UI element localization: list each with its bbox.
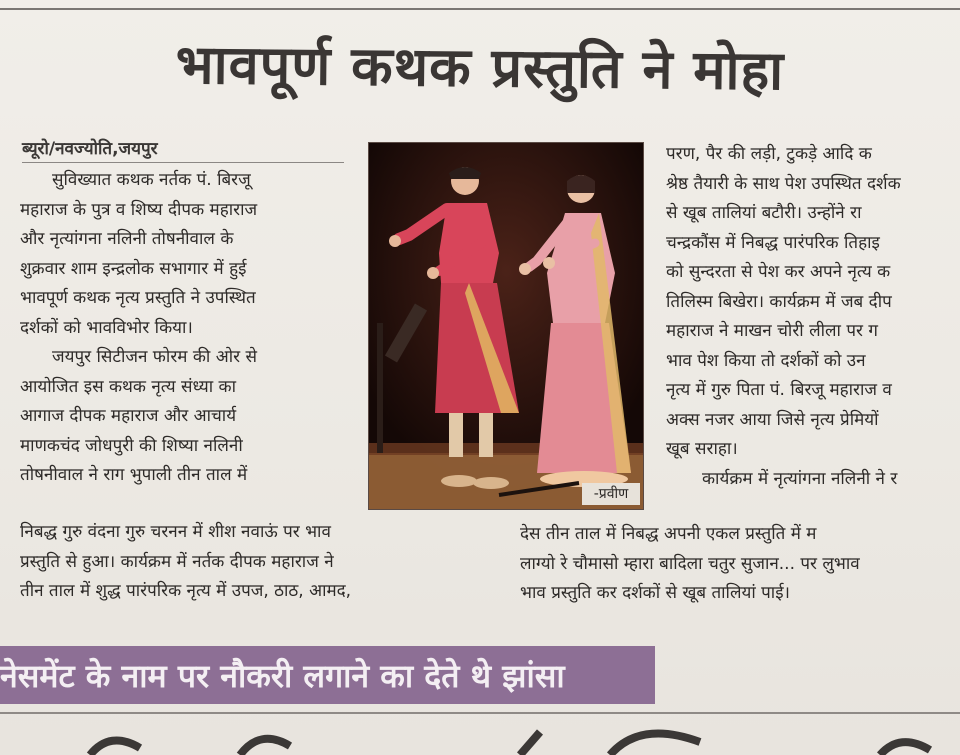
text-line: और नृत्यांगना नलिनी तोषनीवाल के xyxy=(20,229,234,249)
text-line: नृत्य में गुरु पिता पं. बिरजू महाराज व xyxy=(666,380,892,400)
cutoff-next-headline xyxy=(0,720,960,755)
text-line: को सुन्दरता से पेश कर अपने नृत्य क xyxy=(666,262,891,282)
text-line: श्रेष्ठ तैयारी के साथ पेश उपस्थित दर्शक xyxy=(666,173,901,194)
next-article-banner xyxy=(0,646,655,704)
text-line: आयोजित इस कथक नृत्य संध्या का xyxy=(20,376,237,397)
article-bottom-right xyxy=(520,520,960,609)
text-line: भाव पेश किया तो दर्शकों को उन xyxy=(666,350,866,371)
text-line: तिलिस्म बिखेरा। कार्यक्रम में जब दीप xyxy=(666,291,892,312)
photo-credit: -प्रवीण xyxy=(582,483,640,505)
text-line: भाव प्रस्तुति कर दर्शकों से खूब तालियां पाई। xyxy=(520,583,790,603)
text-line: दर्शकों को भावविभोर किया। xyxy=(20,317,193,338)
bottom-rule xyxy=(0,712,960,714)
text-line: आगाज दीपक महाराज और आचार्य xyxy=(20,406,237,426)
text-line: से खूब तालियां बटौरी। उन्होंने रा xyxy=(666,203,862,223)
text-line: शुक्रवार शाम इन्द्रलोक सभागार में हुई xyxy=(20,258,247,279)
cut-off-lettering xyxy=(0,720,960,755)
byline: ब्यूरो/नवज्योति,जयपुर xyxy=(22,139,158,159)
text-line: तीन ताल में शुद्ध पारंपरिक नृत्य में उपज, ठाठ, आमद, xyxy=(20,581,352,601)
text-line: महाराज के पुत्र व शिष्य दीपक महाराज xyxy=(20,199,258,220)
dancers-illustration xyxy=(369,143,643,509)
text-line: तोषनीवाल ने राग भुपाली तीन ताल में xyxy=(20,465,248,485)
text-line: देस तीन ताल में निबद्ध अपनी एकल प्रस्तुति में म xyxy=(520,524,817,544)
byline-rule xyxy=(22,162,344,163)
text-line: परण, पैर की लड़ी, टुकड़े आदि क xyxy=(666,144,872,164)
article-column-3 xyxy=(666,140,960,494)
text-line: भावपूर्ण कथक नृत्य प्रस्तुति ने उपस्थित xyxy=(20,288,256,308)
text-line: महाराज ने माखन चोरी लीला पर ग xyxy=(666,321,878,341)
text-line: कार्यक्रम में नृत्यांगना नलिनी ने र xyxy=(702,468,898,489)
text-line: जयपुर सिटीजन फोरम की ओर से xyxy=(52,347,257,367)
headline: भावपूर्ण कथक प्रस्तुति ने मोहा xyxy=(175,32,785,103)
text-line: लाग्यो रे चौमासो म्हारा बादिला चतुर सुजान... पर लुभाव xyxy=(520,553,860,574)
article-bottom-left xyxy=(20,518,490,607)
article-column-1 xyxy=(20,166,350,491)
text-line: सुविख्यात कथक नर्तक पं. बिरजू xyxy=(52,170,251,190)
text-line: अक्स नजर आया जिसे नृत्य प्रेमियों xyxy=(666,409,879,430)
dance-photo xyxy=(368,142,644,510)
top-rule xyxy=(0,8,960,10)
text-line: खूब सराहा। xyxy=(666,439,738,459)
text-line: माणकचंद जोधपुरी की शिष्या नलिनी xyxy=(20,435,243,456)
banner-headline: नेसमेंट के नाम पर नौकरी लगाने का देते थे झांसा xyxy=(0,657,565,695)
text-line: प्रस्तुति से हुआ। कार्यक्रम में नर्तक दीपक महाराज ने xyxy=(20,551,334,572)
text-line: निबद्ध गुरु वंदना गुरु चरनन में शीश नवाऊं पर भाव xyxy=(20,522,331,542)
text-line: चन्द्रकौंस में निबद्ध पारंपरिक तिहाइ xyxy=(666,232,880,253)
